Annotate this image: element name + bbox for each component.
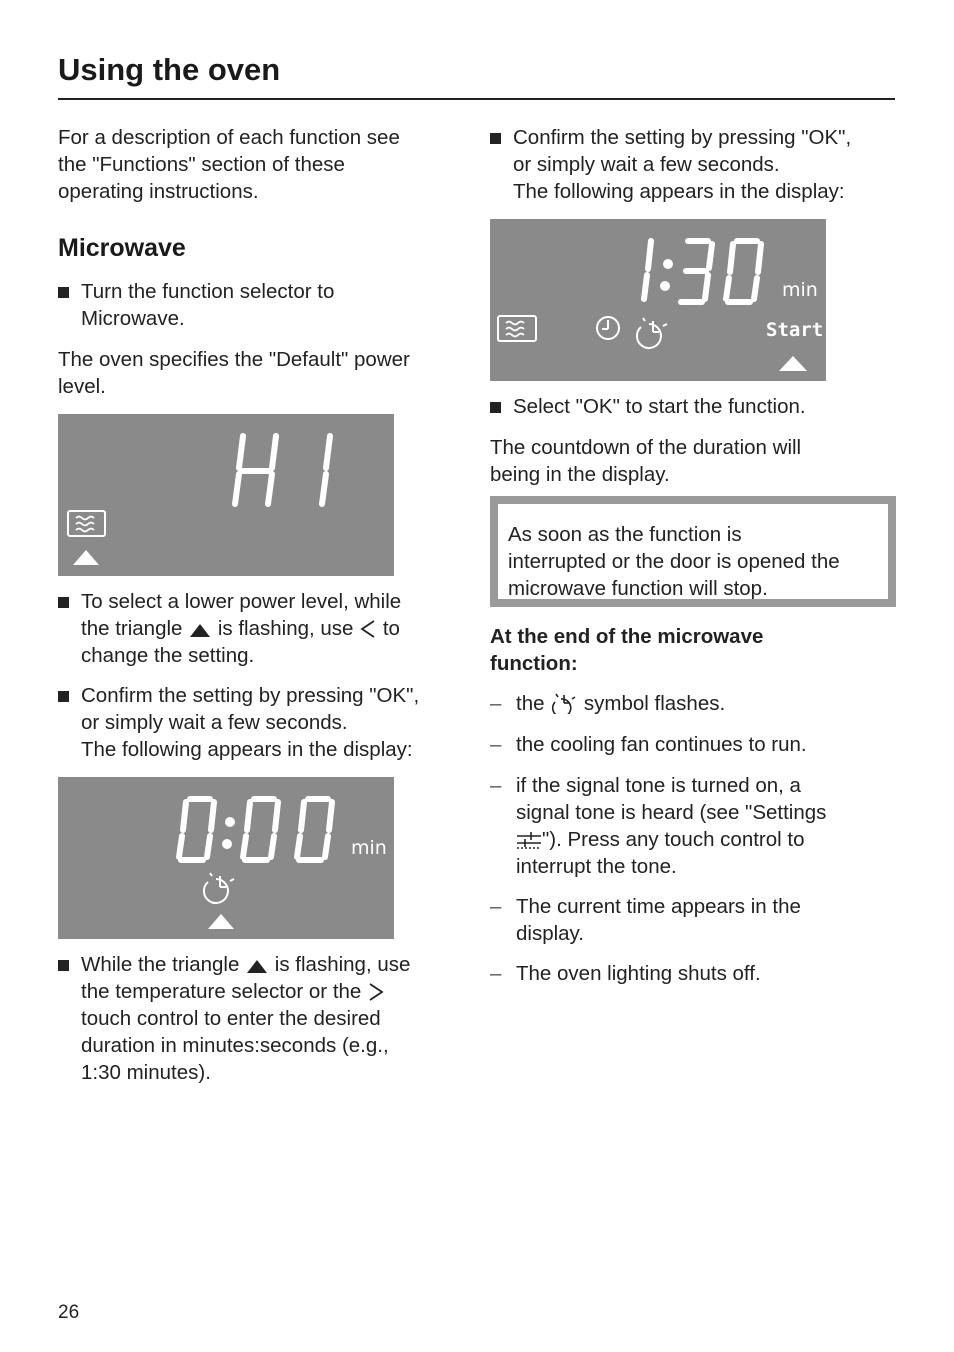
step-text: The following appears in the display:: [81, 738, 413, 761]
step-text: to: [382, 617, 400, 640]
page-number: 26: [58, 1302, 80, 1323]
step-text: Confirm the setting by pressing "OK",: [513, 126, 852, 149]
step-text: Select "OK" to start the function.: [513, 395, 806, 418]
step-confirm-1: [58, 682, 481, 763]
triangle-up-icon: [188, 621, 212, 639]
item-text: The oven lighting shuts off.: [516, 962, 761, 985]
item-text: display.: [516, 922, 584, 945]
note-line: As soon as the function is: [508, 523, 742, 546]
clock-icon: [597, 317, 619, 339]
step-enter-duration: [58, 951, 476, 1086]
step-text: or simply wait a few seconds.: [81, 711, 348, 734]
microwave-heading: Microwave: [58, 234, 186, 262]
item-text: the cooling fan continues to run.: [516, 733, 807, 756]
step-start-function: [490, 393, 917, 420]
note-line: microwave function will stop.: [508, 577, 768, 600]
display-duration-zero: [58, 777, 394, 939]
step-confirm-2: [490, 124, 917, 205]
step-text: To select a lower power level, while: [81, 590, 402, 613]
text-line: being in the display.: [490, 463, 670, 486]
display-unit: min: [351, 837, 387, 859]
step-turn-selector: [58, 278, 461, 332]
item-text: the: [516, 692, 545, 715]
intro-line: operating instructions.: [58, 180, 259, 203]
step-text: the temperature selector or the: [81, 980, 362, 1003]
note-content: [498, 504, 888, 599]
note-line: interrupted or the door is opened the: [508, 550, 840, 573]
end-item-lighting: [490, 960, 916, 987]
text-line: The oven specifies the "Default" power: [58, 348, 410, 371]
timer-icon: [637, 318, 667, 348]
step-text-line: [81, 978, 476, 1005]
microwave-icon: [498, 316, 536, 341]
step-text: is flashing, use: [217, 617, 354, 640]
default-power-text: [58, 346, 458, 400]
step-lower-power: [58, 588, 471, 669]
note-box: [490, 496, 896, 607]
display-unit: min: [782, 279, 818, 301]
step-text: Turn the function selector to: [81, 280, 335, 303]
step-text: Confirm the setting by pressing "OK",: [81, 684, 420, 707]
end-item-cooling-fan: [490, 731, 916, 758]
step-text: The following appears in the display:: [513, 180, 845, 203]
step-text: change the setting.: [81, 644, 255, 667]
step-text: duration in minutes:seconds (e.g.,: [81, 1034, 389, 1057]
chevron-left-icon: [359, 619, 377, 639]
item-text: interrupt the tone.: [516, 855, 677, 878]
end-item-symbol-flashes: [490, 690, 916, 717]
end-item-current-time: [490, 893, 916, 947]
step-text: 1:30 minutes).: [81, 1061, 211, 1084]
item-text: "). Press any touch control to: [542, 828, 805, 851]
intro-line: For a description of each function see: [58, 126, 400, 149]
title-rule: [58, 98, 895, 100]
timer-icon: [550, 690, 578, 714]
item-text-line: [516, 826, 916, 853]
page-title: Using the oven: [58, 52, 281, 87]
step-text: or simply wait a few seconds.: [513, 153, 780, 176]
end-of-function-heading: [490, 623, 850, 677]
microwave-icon: [68, 511, 105, 536]
text-line: level.: [58, 375, 106, 398]
step-text: While the triangle: [81, 953, 240, 976]
step-text-line: [81, 615, 471, 642]
chevron-right-icon: [367, 982, 385, 1002]
heading-line: function:: [490, 652, 578, 675]
step-text: touch control to enter the desired: [81, 1007, 381, 1030]
text-line: The countdown of the duration will: [490, 436, 802, 459]
triangle-up-icon: [779, 356, 807, 371]
item-text: symbol flashes.: [583, 692, 726, 715]
display-power-level: [58, 414, 394, 576]
display-start-text: Start: [766, 319, 824, 341]
timer-icon: [204, 873, 234, 903]
triangle-up-icon: [208, 914, 234, 929]
item-text: – The current time appears in the: [516, 895, 801, 918]
countdown-text: [490, 434, 894, 488]
step-text: is flashing, use: [274, 953, 411, 976]
display-duration-set: [490, 219, 826, 381]
intro-line: the "Functions" section of these: [58, 153, 345, 176]
triangle-up-icon: [73, 550, 99, 565]
end-item-signal-tone: [490, 772, 916, 880]
step-text: the triangle: [81, 617, 183, 640]
intro-paragraph: [58, 124, 458, 205]
settings-sliders-icon: [516, 830, 542, 850]
heading-line: At the end of the microwave: [490, 625, 764, 648]
step-text: Microwave.: [81, 307, 185, 330]
item-text: signal tone is heard (see "Settings: [516, 801, 827, 824]
item-text: – if the signal tone is turned on, a: [516, 774, 801, 797]
triangle-up-icon: [245, 957, 269, 975]
step-text-line: [81, 951, 476, 978]
